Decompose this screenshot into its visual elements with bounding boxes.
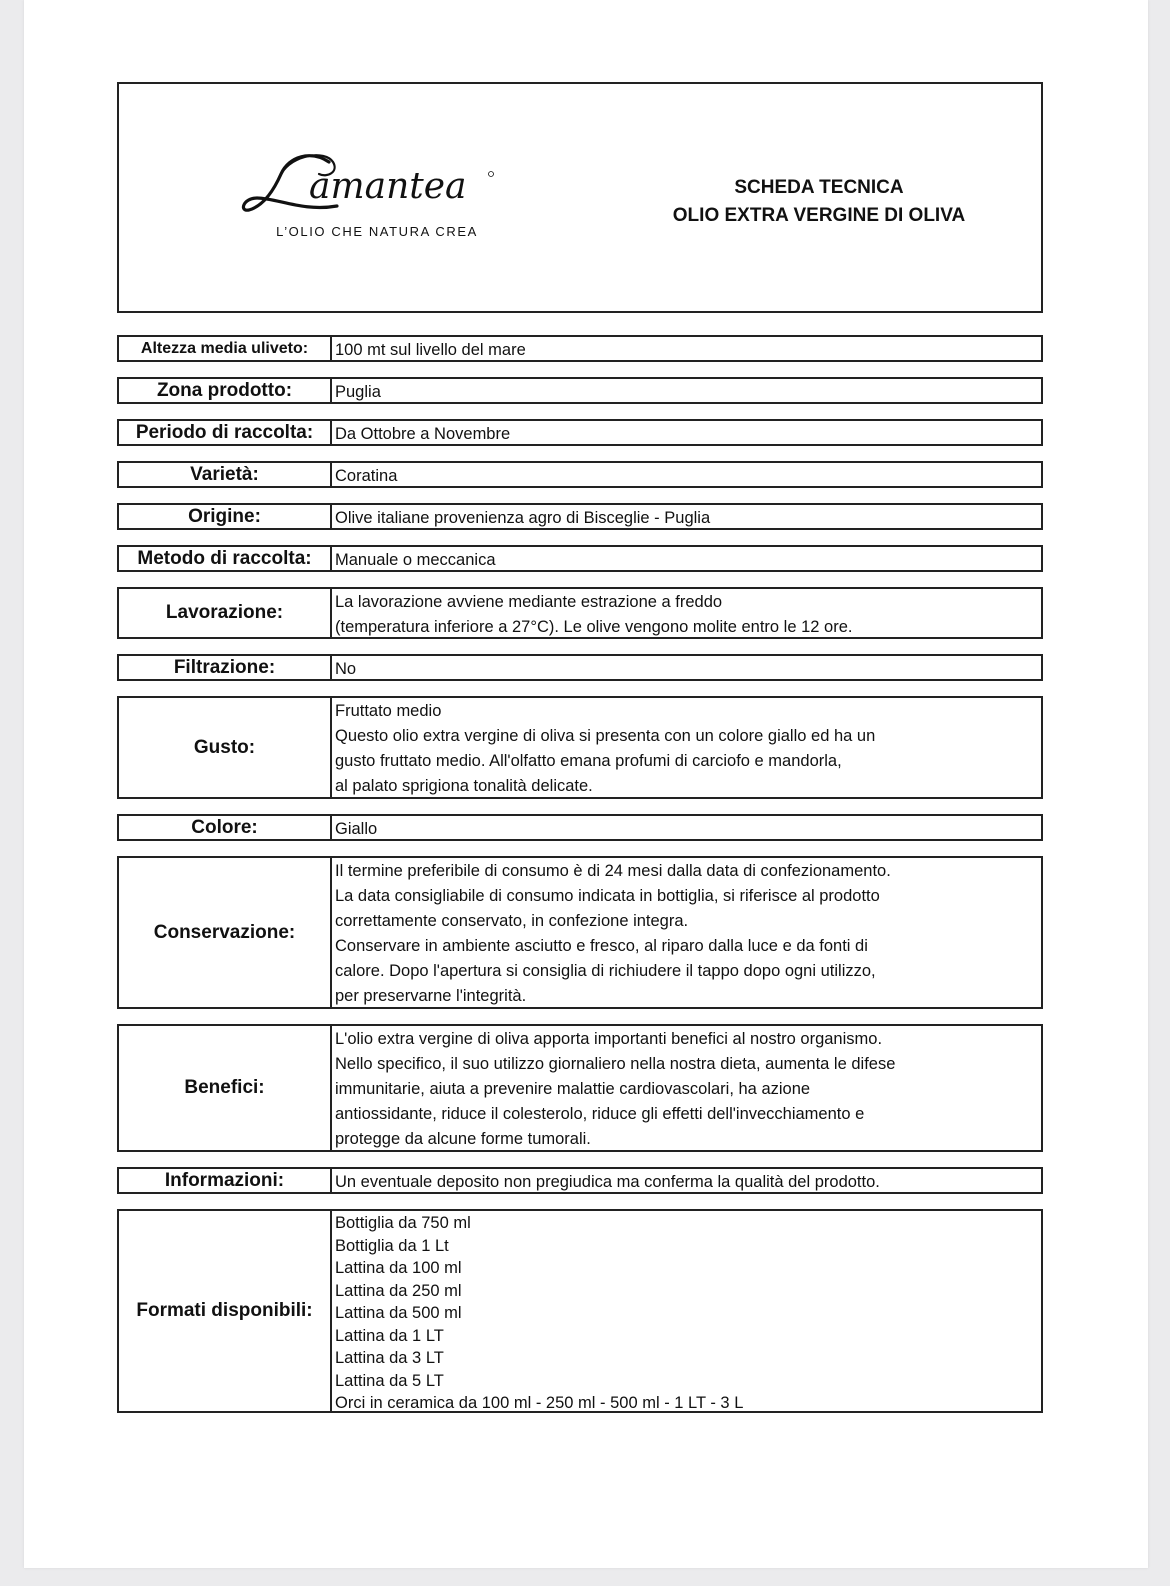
brand-tagline: L’OLIO CHE NATURA CREA	[276, 224, 478, 239]
row-informazioni	[117, 1167, 1043, 1194]
row-label: Altezza media uliveto:	[119, 337, 332, 360]
row-label: Informazioni:	[119, 1169, 332, 1192]
row-value: 100 mt sul livello del mare	[335, 341, 526, 359]
row-varieta	[117, 461, 1043, 488]
row-lavorazione	[117, 587, 1043, 639]
row-benefici	[117, 1024, 1043, 1152]
row-value: Il termine preferibile di consumo è di 24 mesi dalla data di confezionamento. La data consigliabile di consumo indicata in bottiglia, si riferisce al prodotto correttamente conservato, in confezione integra. Conservare in ambiente asciutto e fresco, al riparo dalla luce e da fonti di calore. Dopo l'apertura si consiglia di richiudere il tappo dopo ogni utilizzo, per preservarne l'integrità.	[335, 862, 891, 1005]
row-metodo-di-raccolta	[117, 545, 1043, 572]
row-value: Fruttato medio Questo olio extra vergine di oliva si presenta con un colore giallo ed ha un gusto fruttato medio. All'olfatto emana profumi di carciofo e mandorla, al palato sprigiona tonalità delicate.	[335, 702, 876, 795]
row-label: Periodo di raccolta:	[119, 421, 332, 444]
row-label: Colore:	[119, 816, 332, 839]
row-label: Origine:	[119, 505, 332, 528]
row-label: Metodo di raccolta:	[119, 547, 332, 570]
row-label: Filtrazione:	[119, 656, 332, 679]
row-value: Giallo	[335, 820, 378, 838]
row-label: Lavorazione:	[119, 589, 332, 637]
row-label: Formati disponibili:	[119, 1211, 332, 1411]
row-label: Gusto:	[119, 698, 332, 797]
row-value: Un eventuale deposito non pregiudica ma conferma la qualità del prodotto.	[335, 1173, 880, 1191]
row-value: Puglia	[335, 383, 381, 401]
lamantea-logo-icon	[241, 148, 511, 228]
document-title	[639, 174, 999, 230]
row-value: Da Ottobre a Novembre	[335, 425, 511, 443]
row-label: Zona prodotto:	[119, 379, 332, 402]
row-value: Manuale o meccanica	[335, 551, 496, 569]
row-label: Varietà:	[119, 463, 332, 486]
row-gusto	[117, 696, 1043, 799]
row-value: Olive italiane provenienza agro di Bisceglie - Puglia	[335, 509, 711, 527]
row-label: Conservazione:	[119, 858, 332, 1007]
row-value: No	[335, 660, 357, 678]
row-altezza-media-uliveto	[117, 335, 1043, 362]
row-conservazione	[117, 856, 1043, 1009]
row-value: Bottiglia da 750 ml Bottiglia da 1 Lt Lattina da 100 ml Lattina da 250 ml Lattina da 500 ml Lattina da 1 LT Lattina da 3 LT Lattina da 5 LT Orci in ceramica da 100 ml - 250 ml - 500 ml - 1 LT - 3 L	[335, 1214, 744, 1411]
row-periodo-di-raccolta	[117, 419, 1043, 446]
row-label: Benefici:	[119, 1026, 332, 1150]
title-line-2: OLIO EXTRA VERGINE DI OLIVA	[672, 205, 966, 226]
row-origine	[117, 503, 1043, 530]
row-zona-prodotto	[117, 377, 1043, 404]
row-value: L'olio extra vergine di oliva apporta importanti benefici al nostro organismo. Nello specifico, il suo utilizzo giornaliero nella nostra dieta, aumenta le difese immunitarie, aiuta a prevenire malattie cardiovascolari, ha azione antiossidante, riduce il colesterolo, riduce gli effetti dell'invecchiamento e protegge da alcune forme tumorali.	[335, 1030, 896, 1148]
svg-text:amantea: amantea	[309, 166, 467, 207]
row-colore	[117, 814, 1043, 841]
row-formati-disponibili	[117, 1209, 1043, 1413]
document-header	[117, 82, 1043, 313]
row-value: Coratina	[335, 467, 398, 485]
title-line-1: SCHEDA TECNICA	[734, 177, 904, 198]
row-value: La lavorazione avviene mediante estrazione a freddo (temperatura inferiore a 27°C). Le olive vengono molite entro le 12 ore.	[335, 593, 853, 636]
row-filtrazione	[117, 654, 1043, 681]
brand-logo	[241, 148, 511, 244]
